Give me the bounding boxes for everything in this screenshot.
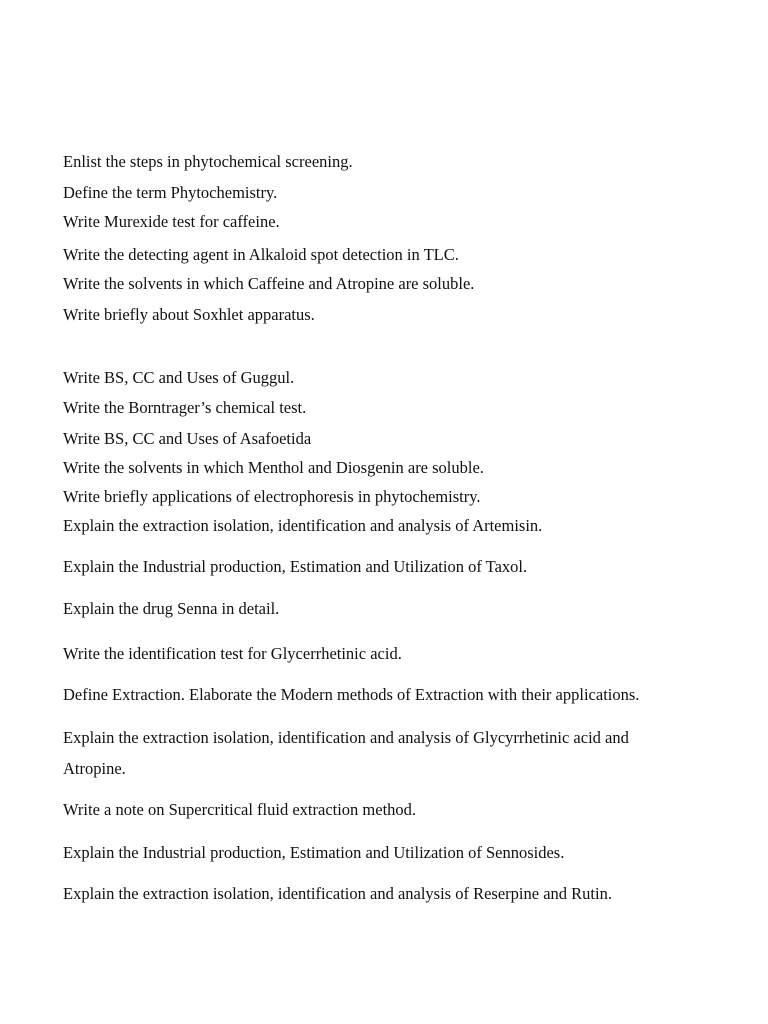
question-line: Write the detecting agent in Alkaloid spot detection in TLC. [63, 245, 459, 264]
question-line: Explain the Industrial production, Estimation and Utilization of Taxol. [63, 557, 528, 576]
question-line: Atropine. [63, 759, 126, 778]
question-line: Explain the drug Senna in detail. [63, 599, 280, 618]
question-line: Write the solvents in which Caffeine and Atropine are soluble. [63, 274, 475, 293]
question-line: Write a note on Supercritical fluid extraction method. [63, 800, 417, 819]
question-line: Write BS, CC and Uses of Asafoetida [63, 429, 312, 448]
question-line: Write briefly about Soxhlet apparatus. [63, 305, 315, 324]
question-line: Explain the extraction isolation, identification and analysis of Glycyrrhetinic acid and [63, 728, 629, 747]
question-line: Enlist the steps in phytochemical screening. [63, 152, 353, 171]
question-line: Write the identification test for Glycerrhetinic acid. [63, 644, 402, 663]
question-line: Explain the extraction isolation, identification and analysis of Artemisin. [63, 516, 543, 535]
question-line: Write Murexide test for caffeine. [63, 212, 280, 231]
question-line: Write BS, CC and Uses of Guggul. [63, 368, 295, 387]
question-line: Write the Borntrager’s chemical test. [63, 398, 307, 417]
question-line: Define Extraction. Elaborate the Modern methods of Extraction with their applications. [63, 685, 640, 704]
question-line: Explain the extraction isolation, identification and analysis of Reserpine and Rutin. [63, 884, 612, 903]
question-line: Write the solvents in which Menthol and Diosgenin are soluble. [63, 458, 484, 477]
question-line: Define the term Phytochemistry. [63, 183, 278, 202]
question-line: Write briefly applications of electrophoresis in phytochemistry. [63, 487, 481, 506]
question-line: Explain the Industrial production, Estimation and Utilization of Sennosides. [63, 843, 565, 862]
